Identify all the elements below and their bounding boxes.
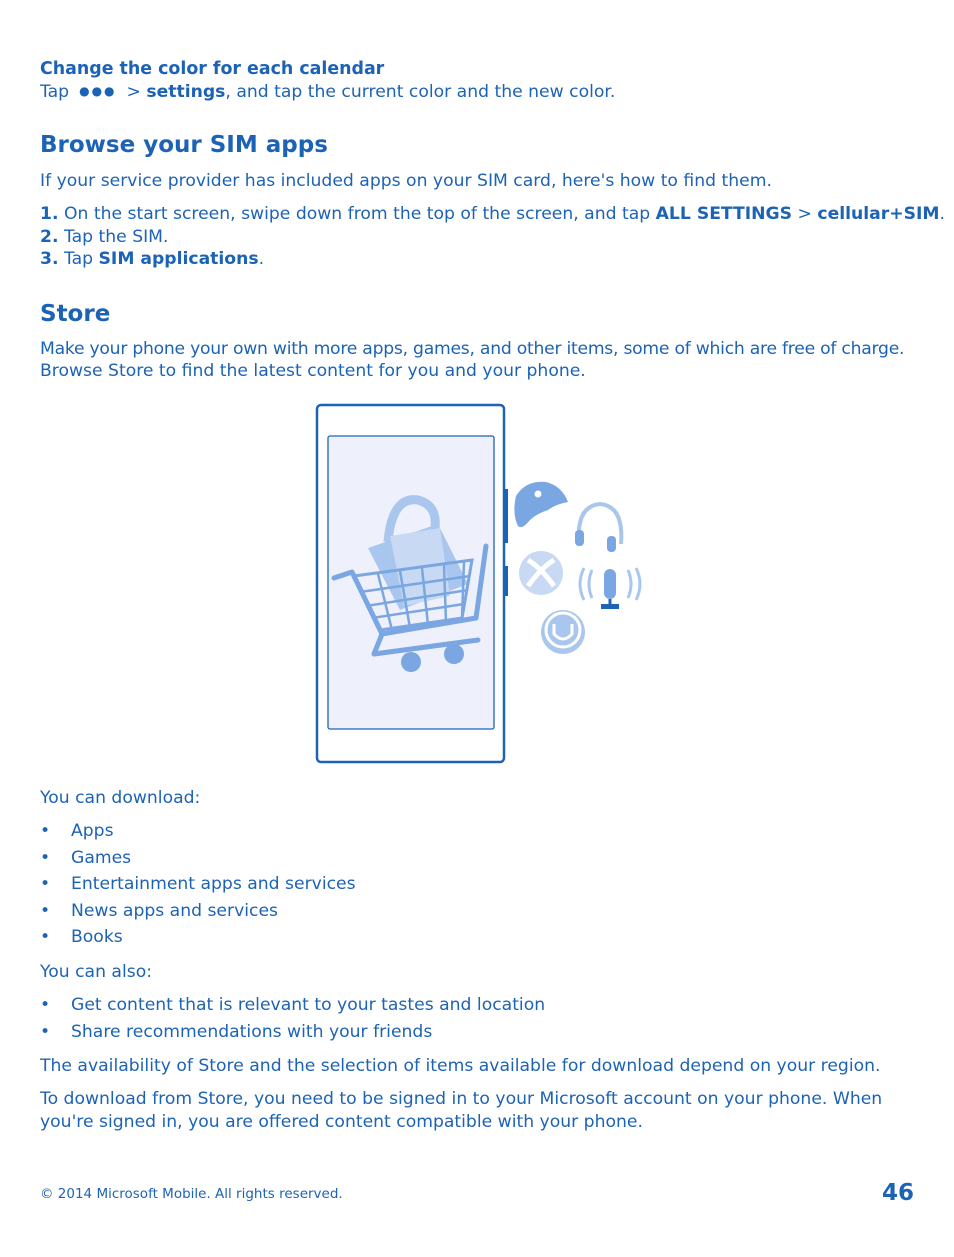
step-number: 2.: [40, 227, 59, 247]
game-controller-icon: [514, 482, 568, 527]
download-label: You can download:: [40, 788, 201, 808]
sim-apps-intro: If your service provider has included apps on your SIM card, here's how to find them.: [40, 171, 772, 191]
calendar-color-instruction: [40, 80, 615, 103]
store-intro-line-1: Make your phone your own with more apps, games, and other items, some of which are free of charge.: [40, 339, 905, 359]
sim-step-1: [40, 203, 945, 225]
list-item: • Games: [40, 847, 356, 874]
xbox-icon: [519, 551, 563, 595]
also-list: [40, 994, 545, 1047]
footer-copyright: © 2014 Microsoft Mobile. All rights reserved.: [40, 1186, 343, 1202]
step-number: 3.: [40, 249, 59, 269]
all-settings-label: ALL SETTINGS: [655, 204, 793, 224]
availability-text: The availability of Store and the selection of items available for download depend on your region.: [40, 1056, 881, 1076]
also-label: You can also:: [40, 962, 152, 982]
smiley-icon: [541, 610, 585, 654]
microphone-icon: [580, 568, 640, 609]
step-text: On the start screen, swipe down from the top of the screen, and tap: [63, 204, 651, 224]
step-text: Tap: [63, 249, 94, 269]
step-number: 1.: [40, 204, 59, 224]
calendar-color-heading: Change the color for each calendar: [40, 59, 385, 79]
list-item: • Get content that is relevant to your tastes and location: [40, 994, 545, 1021]
list-item: • News apps and services: [40, 900, 356, 927]
step-text: Tap the SIM.: [63, 227, 169, 247]
calendar-instruction-rest: , and tap the current color and the new color.: [225, 82, 616, 102]
period: .: [258, 249, 265, 269]
store-heading: Store: [40, 301, 111, 327]
more-dots-icon: ●●●: [79, 84, 117, 98]
store-intro-line-2: Browse Store to find the latest content for you and your phone.: [40, 361, 586, 381]
download-list: [40, 820, 356, 953]
gt-symbol: >: [797, 204, 812, 224]
signin-line-2: you're signed in, you are offered content compatible with your phone.: [40, 1112, 643, 1132]
page-number: 46: [881, 1180, 914, 1206]
tap-word: Tap: [40, 82, 70, 102]
headphones-icon: [575, 504, 621, 552]
sim-apps-heading: Browse your SIM apps: [40, 132, 328, 158]
cellular-sim-label: cellular+SIM: [817, 204, 940, 224]
sim-step-3: [40, 248, 264, 270]
signin-line-1: To download from Store, you need to be signed in to your Microsoft account on your phone. When: [40, 1089, 883, 1109]
store-illustration: [300, 396, 660, 776]
sim-step-2: [40, 226, 168, 248]
sim-applications-label: SIM applications: [98, 249, 259, 269]
settings-link: settings: [146, 82, 226, 102]
list-item: • Books: [40, 926, 356, 953]
list-item: • Apps: [40, 820, 356, 847]
list-item: • Entertainment apps and services: [40, 873, 356, 900]
list-item: • Share recommendations with your friends: [40, 1021, 545, 1048]
gt-symbol: >: [126, 82, 141, 102]
period: .: [939, 204, 945, 224]
